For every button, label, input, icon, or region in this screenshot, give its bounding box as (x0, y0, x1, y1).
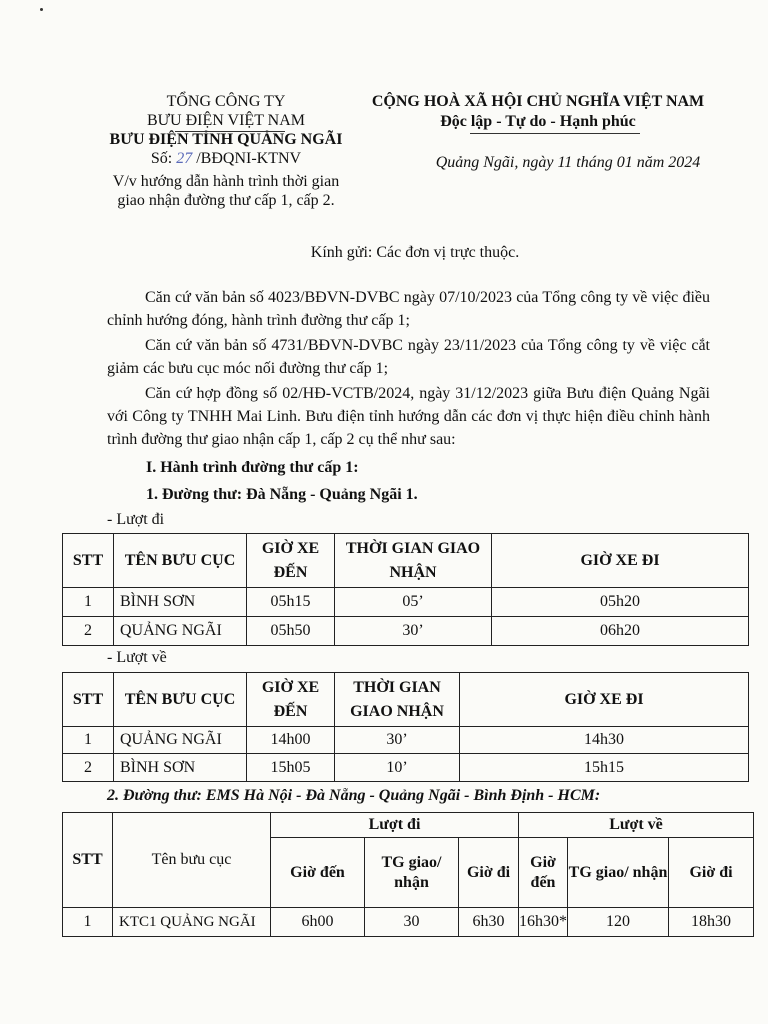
table-ems-route (62, 812, 754, 937)
cell-arrival: 05h50 (247, 617, 335, 646)
cell-stt: 1 (63, 588, 114, 617)
motto: Độc lập - Tự do - Hạnh phúc (440, 113, 636, 130)
scan-speck (40, 8, 43, 11)
table-header-row (63, 534, 749, 588)
paragraph-1-text: Căn cứ văn bản số 4023/BĐVN-DVBC ngày 07/10/2023 của Tổng công ty về việc điều chỉnh hướng đóng, hành trình đường thư cấp 1; (107, 289, 710, 329)
header-office: TÊN BƯU CỤC (114, 534, 247, 588)
header-return: Lượt về (519, 813, 754, 838)
cell-office: QUẢNG NGÃI (114, 727, 247, 754)
cell-stt: 2 (63, 754, 114, 782)
subheader-handover-go: TG giao/ nhận (365, 838, 459, 908)
cell-departure: 14h30 (460, 727, 749, 754)
paragraph-3 (107, 382, 710, 451)
cell-handover: 30’ (335, 617, 492, 646)
header-arrival: GIỜ XE ĐẾN (247, 673, 335, 727)
table-header-row (63, 813, 754, 838)
cell-departure-back: 18h30 (669, 908, 754, 937)
header-outbound: Lượt đi (271, 813, 519, 838)
place-date: Quảng Ngãi, ngày 11 tháng 01 năm 2024 (435, 154, 701, 171)
cell-office: KTC1 QUẢNG NGÃI (113, 908, 271, 937)
header-stt: STT (63, 673, 114, 727)
cell-stt: 1 (63, 908, 113, 937)
cell-stt: 2 (63, 617, 114, 646)
cell-arrival-back: 16h30* (519, 908, 568, 937)
cell-handover-back: 120 (568, 908, 669, 937)
subheader-arrival-back: Giờ đến (519, 838, 568, 908)
subject-line-1: V/v hướng dẫn hành trình thời gian (112, 173, 340, 190)
issuer-org-1: TỔNG CÔNG TY (166, 93, 286, 110)
cell-departure: 15h15 (460, 754, 749, 782)
paragraph-2-text: Căn cứ văn bản số 4731/BĐVN-DVBC ngày 23/11/2023 của Tổng công ty về việc cắt giảm các bưu cục móc nối đường thư cấp 1; (107, 337, 710, 377)
cell-departure-go: 6h30 (459, 908, 519, 937)
header-stt: STT (63, 534, 114, 588)
cell-handover-go: 30 (365, 908, 459, 937)
table-row (63, 754, 749, 782)
document-number-handwritten: 27 (176, 150, 193, 167)
subject-block (92, 172, 360, 210)
table-2-label: - Lượt về (107, 649, 167, 666)
subheader-arrival-go: Giờ đến (271, 838, 365, 908)
cell-stt: 1 (63, 727, 114, 754)
table-row (63, 908, 754, 937)
cell-departure: 05h20 (492, 588, 749, 617)
header-office: TÊN BƯU CỤC (114, 673, 247, 727)
header-office: Tên bưu cục (113, 813, 271, 908)
table-row (63, 727, 749, 754)
header-departure: GIỜ XE ĐI (460, 673, 749, 727)
section-heading: I. Hành trình đường thư cấp 1: (146, 459, 359, 476)
document-number (92, 149, 360, 168)
motto-underline (470, 133, 640, 134)
paragraph-1 (107, 286, 710, 332)
national-header (348, 92, 728, 132)
subheader-departure-go: Giờ đi (459, 838, 519, 908)
route-1-title: 1. Đường thư: Đà Nẵng - Quảng Ngãi 1. (146, 486, 418, 503)
cell-handover: 05’ (335, 588, 492, 617)
greeting: Kính gửi: Các đơn vị trực thuộc. (310, 244, 520, 261)
document-number-prefix: Số: (150, 150, 173, 167)
issuer-underline (175, 131, 285, 132)
subheader-departure-back: Giờ đi (669, 838, 754, 908)
header-departure: GIỜ XE ĐI (492, 534, 749, 588)
table-row (63, 588, 749, 617)
route-2-title: 2. Đường thư: EMS Hà Nội - Đà Nẵng - Quảng Ngãi - Bình Định - HCM: (107, 787, 601, 804)
cell-handover: 30’ (335, 727, 460, 754)
issuer-org-3: BƯU ĐIỆN TỈNH QUẢNG NGÃI (109, 131, 343, 148)
table-outbound (62, 533, 749, 646)
cell-arrival: 15h05 (247, 754, 335, 782)
cell-handover: 10’ (335, 754, 460, 782)
paragraph-2 (107, 334, 710, 380)
header-arrival: GIỜ XE ĐẾN (247, 534, 335, 588)
subject-line-2: giao nhận đường thư cấp 1, cấp 2. (117, 192, 335, 209)
cell-office: BÌNH SƠN (114, 754, 247, 782)
table-return (62, 672, 749, 782)
cell-arrival-go: 6h00 (271, 908, 365, 937)
issuer-org-2: BƯU ĐIỆN VIỆT NAM (146, 112, 306, 129)
cell-arrival: 05h15 (247, 588, 335, 617)
paragraph-3-text: Căn cứ hợp đồng số 02/HĐ-VCTB/2024, ngày 31/12/2023 giữa Bưu điện Quảng Ngãi với Công ty TNHH Mai Linh. Bưu điện tỉnh hướng dẫn các đơn vị thực hiện điều chỉnh hành trình đường thư giao nhận cấp 1, cấp 2 cụ thể như sau: (107, 385, 710, 448)
header-handover: THỜI GIAN GIAO NHẬN (335, 673, 460, 727)
cell-office: BÌNH SƠN (114, 588, 247, 617)
header-stt: STT (63, 813, 113, 908)
header-handover: THỜI GIAN GIAO NHẬN (335, 534, 492, 588)
table-header-row (63, 673, 749, 727)
table-1-label: - Lượt đi (107, 511, 165, 528)
issuer-block (92, 92, 360, 168)
cell-office: QUẢNG NGÃI (114, 617, 247, 646)
subheader-handover-back: TG giao/ nhận (568, 838, 669, 908)
country-name: CỘNG HOÀ XÃ HỘI CHỦ NGHĨA VIỆT NAM (371, 93, 705, 110)
document-number-suffix: /BĐQNI-KTNV (196, 150, 302, 167)
cell-arrival: 14h00 (247, 727, 335, 754)
cell-departure: 06h20 (492, 617, 749, 646)
table-row (63, 617, 749, 646)
